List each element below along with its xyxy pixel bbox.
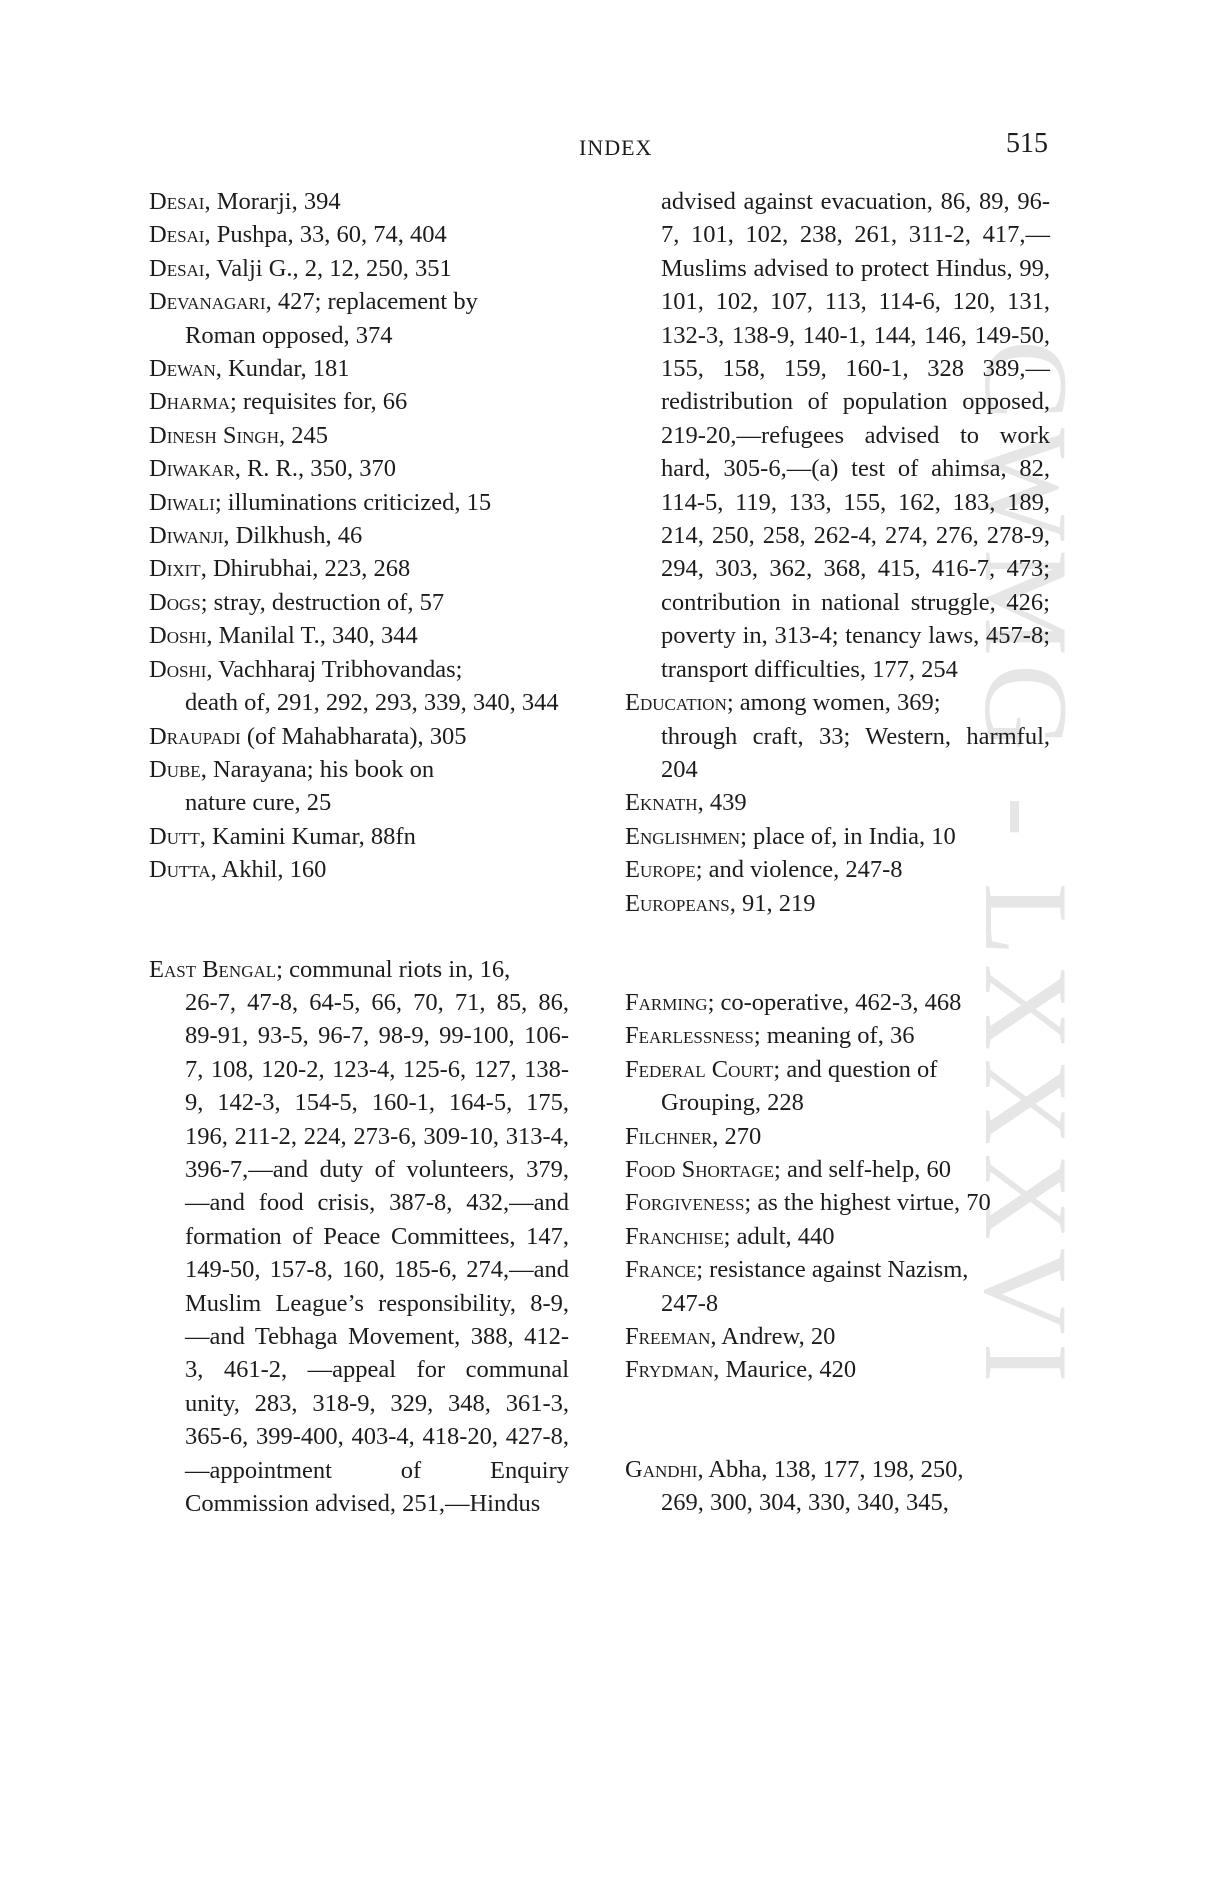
entry-heading: Diwanji [149, 522, 224, 550]
index-entry [625, 1320, 1050, 1353]
entry-text: ; and violence, 247-8 [695, 856, 903, 884]
entry-text: , Manilal T., 340, 344 [206, 622, 418, 650]
entry-continuation: Grouping, 228 [661, 1089, 804, 1117]
entry-heading: Gandhi [625, 1455, 698, 1483]
entry-heading: Food Shortage [625, 1155, 775, 1183]
entry-text: , Kamini Kumar, 88fn [199, 822, 416, 850]
index-entry [149, 285, 569, 352]
entry-text: ; co-operative, 462-3, 468 [707, 988, 962, 1016]
entry-heading: Fearlessness [625, 1022, 754, 1050]
entry-continuation: through craft, 33; Western, harmful, 204 [661, 722, 1050, 783]
entry-heading: Desai [149, 221, 205, 249]
entry-heading: Dewan [149, 355, 216, 383]
entry-text: , Kundar, 181 [215, 355, 350, 383]
index-entry [149, 486, 569, 519]
entry-heading: Farming [625, 988, 708, 1016]
entry-text: , Dhirubhai, 223, 268 [200, 555, 411, 583]
index-entry [149, 820, 569, 853]
entry-continuation: nature cure, 25 [185, 789, 332, 817]
entry-heading: Eknath [625, 789, 698, 817]
index-entry [149, 252, 569, 285]
entry-text: , Akhil, 160 [210, 856, 327, 884]
entry-heading: Devanagari [149, 288, 266, 316]
index-entry [149, 653, 569, 720]
entry-heading: East Bengal [149, 955, 277, 983]
entry-heading: Franchise [625, 1222, 724, 1250]
index-entry [625, 1019, 1050, 1052]
section-gap [625, 1387, 1050, 1453]
entry-text: , Morarji, 394 [204, 188, 341, 215]
entry-text: ; requisites for, 66 [229, 388, 408, 416]
entry-heading: Doshi [149, 655, 207, 683]
index-column-right [625, 185, 1050, 1520]
entry-continuation: advised against evacuation, 86, 89, 96-7, 101, 102, 238, 261, 311-2, 417,—Muslims advised to protect Hindus, 99, 101, 102, 107, 113, 114-6, 120, 131, 132-3, 138-9, 140-1, 144, 146, 149-50, 155, 158, 159, 160-1, 328 389,—redistribution of population opposed, 219-20,—refugees advised to work hard, 305-6,—(a) test of ahimsa, 82, 114-5, 119, 133, 155, 162, 183, 189, 214, 250, 258, 262-4, 274, 276, 278-9, 294, 303, 362, 368, 415, 416-7, 473; contribution in national struggle, 426; poverty in, 313-4; tenancy laws, 457-8; transport difficulties, 177, 254 [661, 188, 1050, 683]
entry-heading: Federal Court [625, 1055, 774, 1083]
section-gap [149, 887, 569, 953]
entry-heading: Education [625, 689, 727, 717]
index-entry [149, 853, 569, 886]
index-column-left [149, 185, 569, 1520]
entry-continuation: 26-7, 47-8, 64-5, 66, 70, 71, 85, 86, 89-91, 93-5, 96-7, 98-9, 99-100, 106-7, 108, 120-2, 123-4, 125-6, 127, 138-9, 142-3, 154-5, 160-1, 164-5, 175, 196, 211-2, 224, 273-6, 309-10, 313-4, 396-7,—and duty of volunteers, 379,—and food crisis, 387-8, 432,—and formation of Peace Committees, 147, 149-50, 157-8, 160, 185-6, 274,—and Muslim League’s responsibility, 8-9,—and Tebhaga Movement, 388, 412-3, 461-2, —appeal for communal unity, 283, 318-9, 329, 348, 361-3, 365-6, 399-400, 403-4, 418-20, 427-8, —appointment of Enquiry Commission advised, 251,—Hindus [185, 988, 569, 1518]
entry-text: , Valji G., 2, 12, 250, 351 [204, 254, 452, 282]
entry-text: ; place of, in India, 10 [740, 822, 956, 850]
entry-heading: Draupadi [149, 722, 241, 750]
entry-heading: Europeans [625, 889, 730, 917]
index-entry [149, 218, 569, 251]
entry-text: , Dilkhush, 46 [223, 522, 363, 550]
watermark: CWMG - LXXXVI [960, 340, 1093, 1391]
entry-text: , Vachharaj Tribhovandas; [206, 655, 463, 683]
entry-heading: Diwakar [149, 455, 235, 483]
index-entry [625, 185, 1050, 686]
entry-text: (of Mahabharata), 305 [240, 722, 467, 750]
entry-text: , 245 [279, 421, 328, 449]
index-entry [149, 552, 569, 585]
index-entry [625, 1220, 1050, 1253]
entry-heading: Desai [149, 188, 205, 215]
index-entry [625, 1153, 1050, 1186]
index-entry [149, 385, 569, 418]
entry-text: , Pushpa, 33, 60, 74, 404 [204, 221, 447, 249]
index-entry [149, 953, 569, 1521]
index-entry [149, 352, 569, 385]
entry-continuation: Roman opposed, 374 [185, 321, 393, 349]
entry-text: ; and question of [773, 1055, 938, 1083]
entry-continuation: 247-8 [661, 1289, 719, 1317]
index-entry [149, 753, 569, 820]
index-entry [625, 1253, 1050, 1320]
entry-text: , 439 [697, 789, 747, 817]
entry-heading: Doshi [149, 622, 207, 650]
entry-heading: Dutt [149, 822, 200, 850]
entry-text: ; communal riots in, 16, [276, 955, 511, 983]
entry-heading: Englishmen [625, 822, 741, 850]
entry-text: , Abha, 138, 177, 198, 250, [697, 1455, 964, 1483]
entry-heading: Dogs [149, 588, 201, 616]
index-entry [625, 986, 1050, 1019]
entry-text: ; stray, destruction of, 57 [200, 588, 445, 616]
entry-heading: Freeman [625, 1323, 711, 1350]
index-entry [149, 619, 569, 652]
entry-text: ; and self-help, 60 [774, 1155, 951, 1183]
entry-heading: Filchner [625, 1122, 713, 1150]
entry-text: ; resistance against Nazism, [696, 1256, 969, 1284]
entry-continuation: death of, 291, 292, 293, 339, 340, 344 [185, 689, 559, 717]
index-entry [149, 419, 569, 452]
index-entry [149, 452, 569, 485]
entry-text: ; illuminations criticized, 15 [214, 488, 492, 516]
section-gap [625, 920, 1050, 986]
index-entry [625, 786, 1050, 819]
entry-heading: France [625, 1256, 697, 1284]
entry-text: , 91, 219 [729, 889, 816, 917]
entry-heading: Dutta [149, 856, 211, 884]
index-entry [149, 519, 569, 552]
entry-heading: Diwali [149, 488, 215, 516]
entry-text: ; as the highest virtue, 70 [744, 1189, 991, 1217]
entry-text: , 270 [712, 1122, 762, 1150]
entry-text: , Maurice, 420 [713, 1356, 857, 1384]
index-entry [149, 720, 569, 753]
index-entry [625, 887, 1050, 920]
entry-heading: Dharma [149, 388, 230, 416]
index-entry [625, 853, 1050, 886]
index-entry [625, 820, 1050, 853]
index-entry [625, 1453, 1050, 1520]
entry-heading: Dinesh Singh [149, 421, 279, 449]
index-entry [625, 686, 1050, 786]
entry-text: , 427; replacement by [265, 288, 478, 316]
entry-continuation: 269, 300, 304, 330, 340, 345, [661, 1489, 949, 1517]
index-entry [625, 1053, 1050, 1120]
index-entry [625, 1353, 1050, 1386]
entry-text: , Andrew, 20 [710, 1323, 836, 1350]
entry-text: , Narayana; his book on [200, 755, 435, 783]
entry-heading: Europe [625, 856, 696, 884]
entry-text: ; adult, 440 [723, 1222, 835, 1250]
entry-text: , R. R., 350, 370 [234, 455, 396, 483]
entry-heading: Dixit [149, 555, 201, 583]
entry-heading: Desai [149, 254, 205, 282]
index-entry [625, 1120, 1050, 1153]
running-head: INDEX [579, 135, 653, 160]
index-entry [149, 586, 569, 619]
entry-text: ; among women, 369; [726, 689, 941, 717]
index-entry [149, 185, 569, 218]
index-entry [625, 1186, 1050, 1219]
entry-heading: Frydman [625, 1356, 714, 1384]
entry-text: ; meaning of, 36 [753, 1022, 915, 1050]
entry-heading: Dube [149, 755, 201, 783]
entry-heading: Forgiveness [625, 1189, 745, 1217]
page-number: 515 [1006, 128, 1048, 159]
